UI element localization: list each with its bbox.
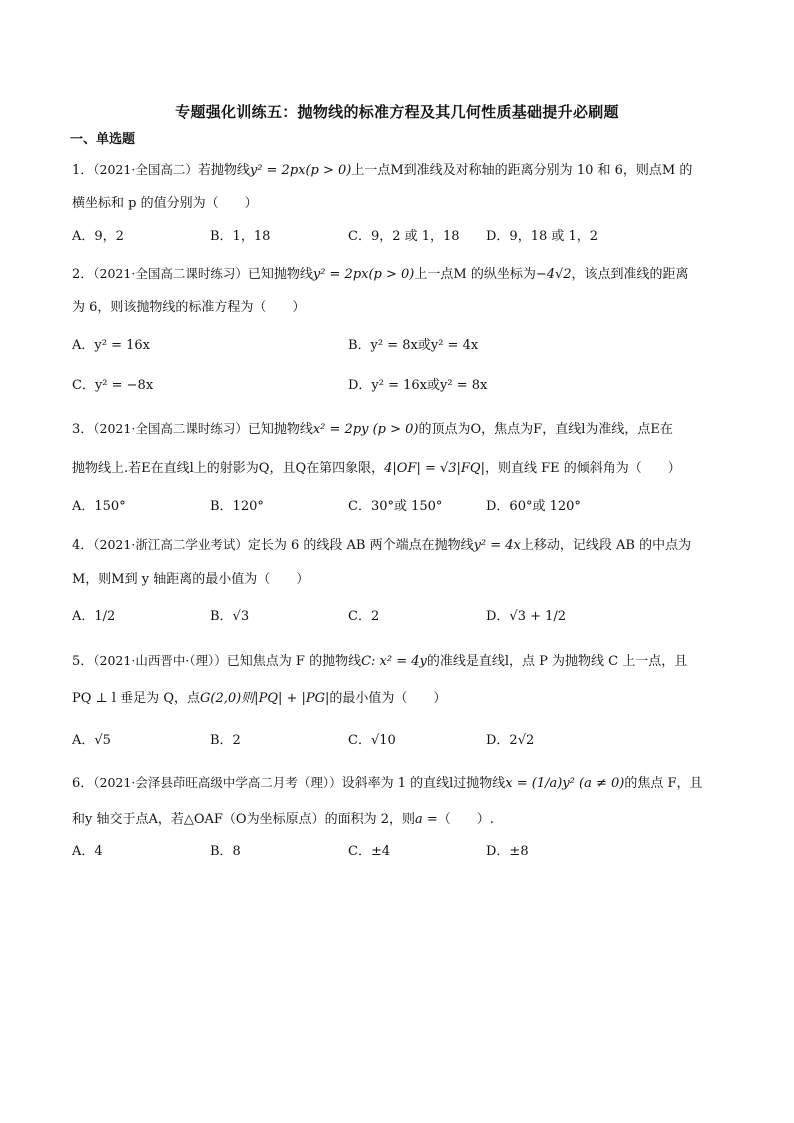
math-expression: G(2,0)则|PQ| + |PG| bbox=[199, 691, 330, 706]
option-a[interactable]: A．1/2 bbox=[72, 609, 116, 624]
question-text: 的焦点 F，且 bbox=[624, 776, 703, 791]
question-2-line-1 bbox=[72, 264, 689, 285]
math-expression: x² = 2py (p > 0) bbox=[312, 422, 419, 437]
option-d[interactable]: D．y² = 16x或y² = 8x bbox=[348, 378, 488, 393]
question-text: 上一点M 的纵坐标为 bbox=[414, 267, 536, 282]
option-a[interactable]: A．y² = 16x bbox=[72, 338, 150, 353]
question-5-line-1 bbox=[72, 651, 687, 672]
option-d[interactable]: D．2√2 bbox=[486, 733, 535, 748]
option-c[interactable]: C．y² = −8x bbox=[72, 378, 154, 393]
option-a[interactable]: A．√5 bbox=[72, 733, 111, 748]
question-text: 上一点M到准线及对称轴的距离分别为 10 和 6，则点M 的 bbox=[351, 163, 693, 178]
math-expression: 4|OF| = √3|FQ| bbox=[384, 461, 485, 476]
question-text: （ ）. bbox=[437, 812, 494, 827]
option-b[interactable]: B．8 bbox=[210, 844, 241, 859]
option-d[interactable]: D．±8 bbox=[486, 844, 529, 859]
math-expression: x = (1/a)y² (a ≠ 0) bbox=[505, 776, 625, 791]
question-text: 定长为 6 的线段 AB 两个端点在抛物线 bbox=[247, 538, 474, 553]
math-expression: y² = 2px(p > 0) bbox=[312, 267, 415, 282]
question-text: ，则直线 FE 的倾斜角为（ ） bbox=[484, 461, 681, 476]
option-b[interactable]: B．2 bbox=[210, 733, 241, 748]
math-expression: C: x² = 4y bbox=[361, 654, 427, 669]
option-b[interactable]: B．120° bbox=[210, 499, 264, 514]
question-text: 若抛物线 bbox=[197, 163, 250, 178]
option-c[interactable]: C．30°或 150° bbox=[348, 499, 443, 514]
question-text: 已知抛物线 bbox=[247, 267, 313, 282]
option-c[interactable]: C．√10 bbox=[348, 733, 396, 748]
option-c[interactable]: C．2 bbox=[348, 609, 380, 624]
question-source: （2021·全国高二） bbox=[93, 162, 198, 177]
question-1-line-1 bbox=[72, 160, 692, 181]
math-expression: a = bbox=[415, 812, 438, 827]
question-text: PQ ⊥ l 垂足为 Q，点 bbox=[72, 691, 200, 706]
question-6-line-1 bbox=[72, 773, 702, 794]
question-number: 2． bbox=[72, 267, 94, 282]
question-text: 的顶点为O，焦点为F，直线l为准线，点E在 bbox=[418, 422, 673, 437]
math-expression: −4√2 bbox=[535, 267, 572, 282]
question-5-line-2 bbox=[72, 689, 446, 709]
question-number: 4． bbox=[72, 538, 94, 553]
question-1-line-2: 横坐标和 p 的值分别为（ ） bbox=[72, 196, 258, 211]
math-expression: y² = 2px(p > 0) bbox=[249, 163, 352, 178]
question-source: （2021·山西晋中·（理）） bbox=[93, 653, 227, 668]
question-text: 和y 轴交于点A，若△OAF（O为坐标原点）的面积为 2，则 bbox=[72, 812, 415, 827]
question-text: 的最小值为（ ） bbox=[329, 691, 447, 706]
option-a[interactable]: A．9，2 bbox=[72, 229, 124, 244]
question-text: 抛物线上.若E在直线l上的射影为Q，且Q在第四象限， bbox=[72, 461, 385, 476]
question-number: 1． bbox=[72, 163, 94, 178]
option-d[interactable]: D．60°或 120° bbox=[486, 499, 581, 514]
question-source: （2021·全国高二课时练习） bbox=[93, 266, 248, 281]
option-c[interactable]: C．9，2 或 1，18 bbox=[348, 229, 460, 244]
question-3-line-2 bbox=[72, 459, 681, 479]
question-text: 的准线是直线l，点 P 为抛物线 C 上一点，且 bbox=[426, 654, 688, 669]
math-expression: y² = 4x bbox=[473, 538, 521, 553]
question-text: 已知焦点为 F 的抛物线 bbox=[226, 654, 362, 669]
question-number: 3． bbox=[72, 422, 94, 437]
question-source: （2021·全国高二课时练习） bbox=[93, 421, 248, 436]
question-text: 上移动，记线段 AB 的中点为 bbox=[520, 538, 692, 553]
question-source: （2021·浙江高二学业考试） bbox=[93, 537, 248, 552]
option-b[interactable]: B．√3 bbox=[210, 609, 250, 624]
option-d[interactable]: D．9，18 或 1，2 bbox=[486, 229, 599, 244]
option-a[interactable]: A．4 bbox=[72, 844, 103, 859]
question-4-line-1 bbox=[72, 535, 691, 556]
question-2-line-2: 为 6，则该抛物线的标准方程为（ ） bbox=[72, 300, 306, 315]
question-number: 5． bbox=[72, 654, 94, 669]
question-number: 6． bbox=[72, 776, 94, 791]
section-heading: 一、单选题 bbox=[70, 132, 136, 147]
question-3-line-1 bbox=[72, 419, 673, 440]
option-c[interactable]: C．±4 bbox=[348, 844, 391, 859]
question-source: （2021·会泽县茚旺高级中学高二月考（理）） bbox=[93, 775, 342, 790]
question-text: 已知抛物线 bbox=[247, 422, 313, 437]
option-b[interactable]: B．y² = 8x或y² = 4x bbox=[348, 338, 479, 353]
question-text: 设斜率为 1 的直线l过抛物线 bbox=[341, 776, 506, 791]
question-text: ，该点到准线的距离 bbox=[571, 267, 689, 282]
option-a[interactable]: A．150° bbox=[72, 499, 126, 514]
question-6-line-2 bbox=[72, 810, 494, 830]
question-4-line-2: M，则M到 y 轴距离的最小值为（ ） bbox=[72, 572, 310, 587]
option-b[interactable]: B．1，18 bbox=[210, 229, 271, 244]
page-title: 专题强化训练五：抛物线的标准方程及其几何性质基础提升必刷题 bbox=[175, 103, 619, 121]
option-d[interactable]: D．√3 + 1/2 bbox=[486, 609, 567, 624]
